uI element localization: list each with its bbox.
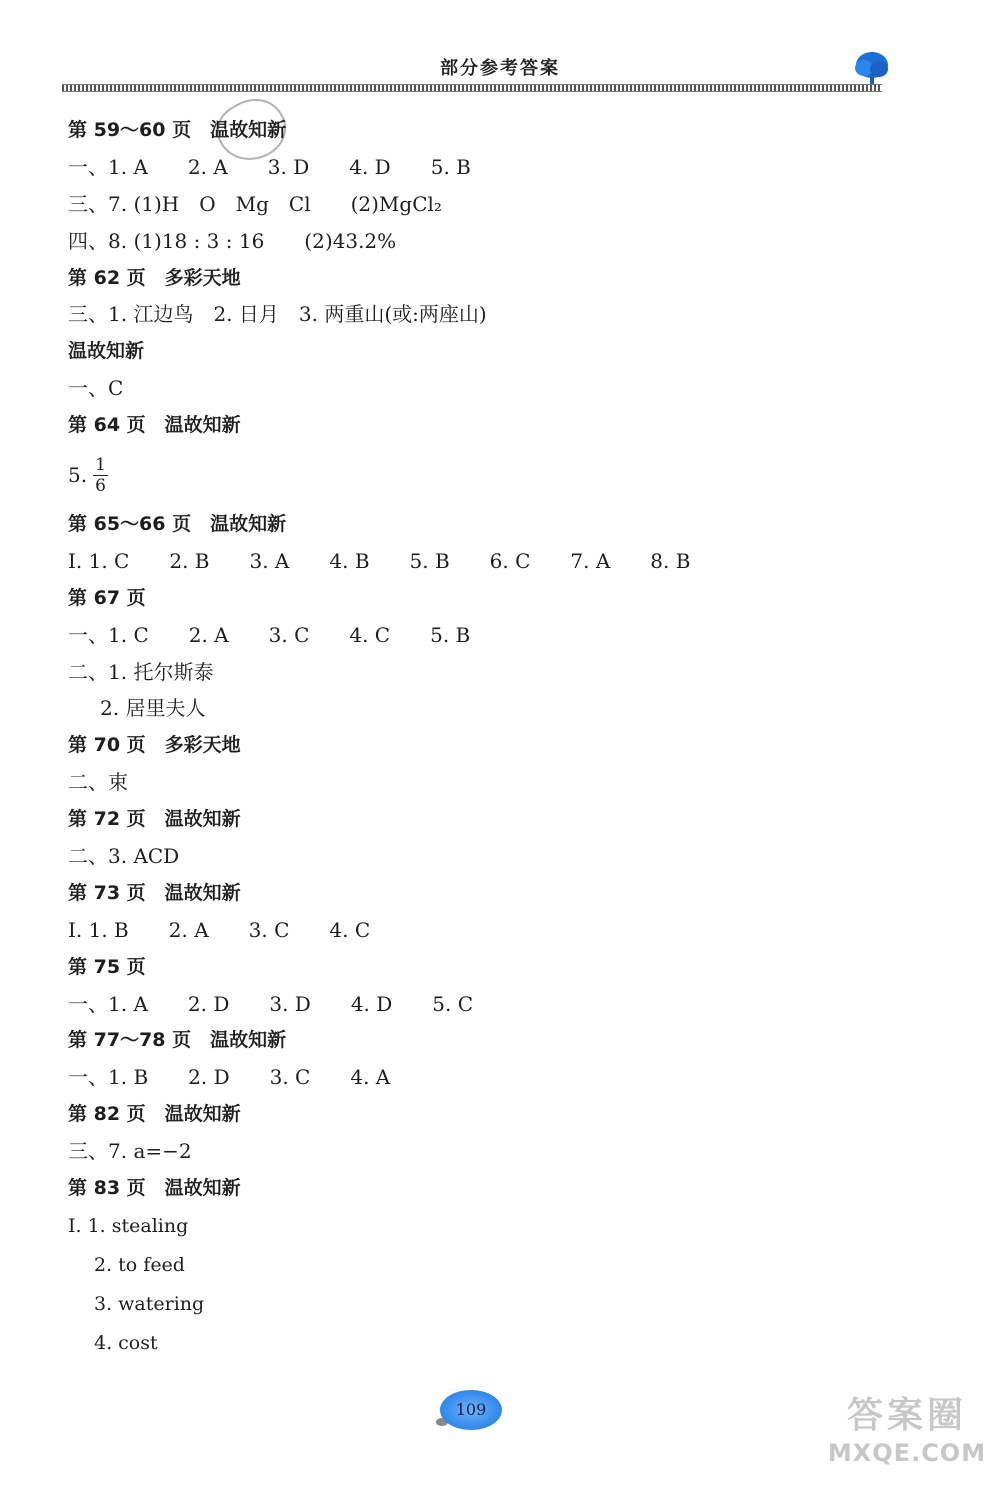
section-heading: 第 67 页 — [68, 586, 146, 609]
answer-line: 三、1. 江边鸟 2. 日月 3. 两重山(或:两座山) — [68, 302, 487, 327]
answer-line: 四、8. (1)18 : 3 : 16 (2)43.2% — [68, 228, 397, 253]
watermark-domain: MXQE.COM — [827, 1439, 987, 1467]
fraction-answer-line — [68, 444, 928, 506]
fraction — [93, 455, 108, 496]
fraction-numerator: 1 — [95, 454, 106, 475]
watermark-logo-text: 答案圈 — [846, 1395, 967, 1436]
answer-line: 三、7. a=−2 — [68, 1139, 192, 1164]
answer-line: Ⅰ. 1. B 2. A 3. C 4. C — [68, 917, 371, 942]
page-number-badge: 109 — [440, 1390, 502, 1430]
section-heading: 第 72 页 温故知新 — [68, 808, 241, 831]
answer-line: 二、束 — [68, 770, 128, 795]
answer-line: 2. 居里夫人 — [100, 696, 206, 721]
answer-line: Ⅰ. 1. C 2. B 3. A 4. B 5. B 6. C 7. A 8. B — [68, 548, 691, 573]
answer-line: 一、1. A 2. A 3. D 4. D 5. B — [68, 154, 471, 179]
page-header-title: 部分参考答案 — [440, 58, 560, 79]
section-heading: 第 77～78 页 温故知新 — [68, 1029, 287, 1052]
answer-line: 三、7. (1)H O Mg Cl (2)MgCl₂ — [68, 191, 442, 216]
answer-list — [68, 112, 928, 1363]
answer-line: 3. watering — [94, 1292, 205, 1315]
answer-line: Ⅰ. 1. stealing — [68, 1214, 189, 1237]
answer-line: 二、1. 托尔斯泰 — [68, 659, 214, 684]
answer-line: 4. cost — [94, 1331, 158, 1354]
answer-line: 一、1. B 2. D 3. C 4. A — [68, 1065, 391, 1090]
section-heading: 第 64 页 温故知新 — [68, 414, 241, 437]
section-heading: 第 65～66 页 温故知新 — [68, 513, 287, 536]
section-heading: 第 62 页 多彩天地 — [68, 266, 241, 289]
answer-line: 一、C — [68, 376, 124, 401]
section-heading: 第 82 页 温故知新 — [68, 1103, 241, 1126]
site-watermark — [822, 1394, 992, 1474]
fraction-denominator: 6 — [95, 475, 106, 496]
section-heading: 温故知新 — [68, 340, 145, 363]
answer-line: 一、1. A 2. D 3. D 4. D 5. C — [68, 991, 474, 1016]
section-heading: 第 83 页 温故知新 — [68, 1177, 241, 1200]
section-heading: 第 70 页 多彩天地 — [68, 734, 241, 757]
answer-line: 一、1. C 2. A 3. C 4. C 5. B — [68, 622, 471, 647]
fraction-prefix: 5. — [68, 463, 88, 488]
header-divider — [62, 84, 882, 92]
section-heading: 第 75 页 — [68, 955, 146, 978]
answer-line: 二、3. ACD — [68, 844, 180, 869]
section-heading: 第 59～60 页 温故知新 — [68, 119, 287, 141]
section-heading: 第 73 页 温故知新 — [68, 881, 241, 904]
answer-line: 2. to feed — [94, 1253, 185, 1276]
